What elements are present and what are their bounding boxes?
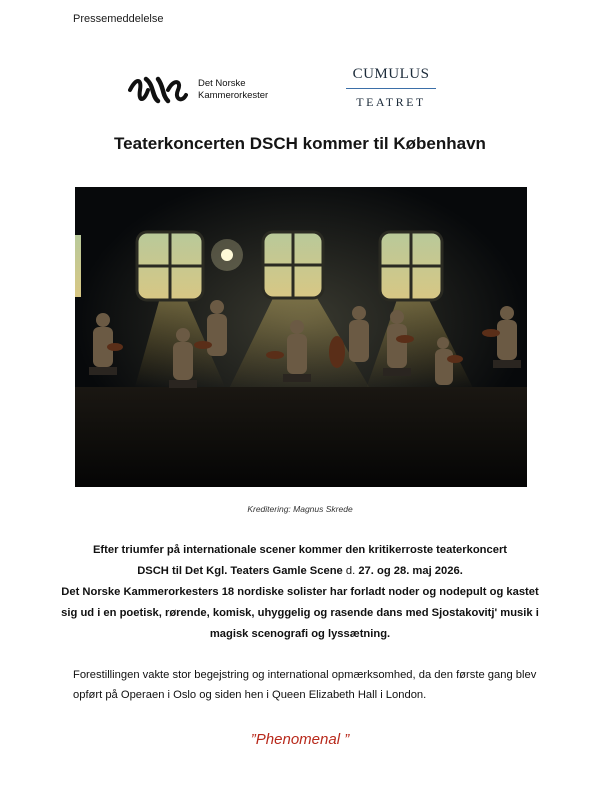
dnk-logo-line1: Det Norske [198, 78, 246, 89]
concert-photo [75, 187, 527, 487]
lead-dates: 27. og 28. maj 2026. [358, 565, 463, 577]
dnk-logo-icon [128, 73, 188, 107]
cumulus-logo [346, 66, 436, 110]
photo-caption: Kreditering: Magnus Skrede [247, 504, 353, 514]
pull-quote: ”Phenomenal ” [250, 731, 350, 748]
cumulus-logo-line2: TEATRET [356, 95, 426, 109]
lead-venue: DSCH til Det Kgl. Teaters Gamle Scene [137, 565, 343, 577]
dnk-logo [128, 70, 288, 110]
cumulus-logo-rule [346, 88, 436, 89]
dnk-logo-text [198, 78, 268, 102]
cumulus-logo-line1: CUMULUS [352, 66, 430, 82]
lead-paragraph [60, 540, 540, 645]
dnk-logo-line2: Kammerorkester [198, 90, 269, 101]
photo-concert-stage-icon [75, 187, 527, 487]
body-paragraph: Forestillingen vakte stor begejstring og international opmærksomhed, da den første gang blev opført på Operaen i Oslo og siden hen i Queen Elizabeth Hall i London. [73, 669, 537, 701]
logo-bar [0, 62, 600, 122]
lead-line2 [60, 561, 540, 582]
document-label: Pressemeddelelse [73, 13, 164, 25]
lead-paragraph2: Det Norske Kammerorkesters 18 nordiske solister har forladt noder og nodepult og kastet sig ud i en poetisk, rørende, komisk, uhyggelig og rasende dans med Sjostakovitj' musik i magisk scenografi og lyssætning. [61, 586, 539, 640]
headline: Teaterkoncerten DSCH kommer til København [114, 134, 486, 153]
lead-line1: Efter triumfer på internationale scener kommer den kritikerroste teaterkoncert [92, 544, 508, 556]
lead-date-prefix: d. [342, 565, 359, 577]
